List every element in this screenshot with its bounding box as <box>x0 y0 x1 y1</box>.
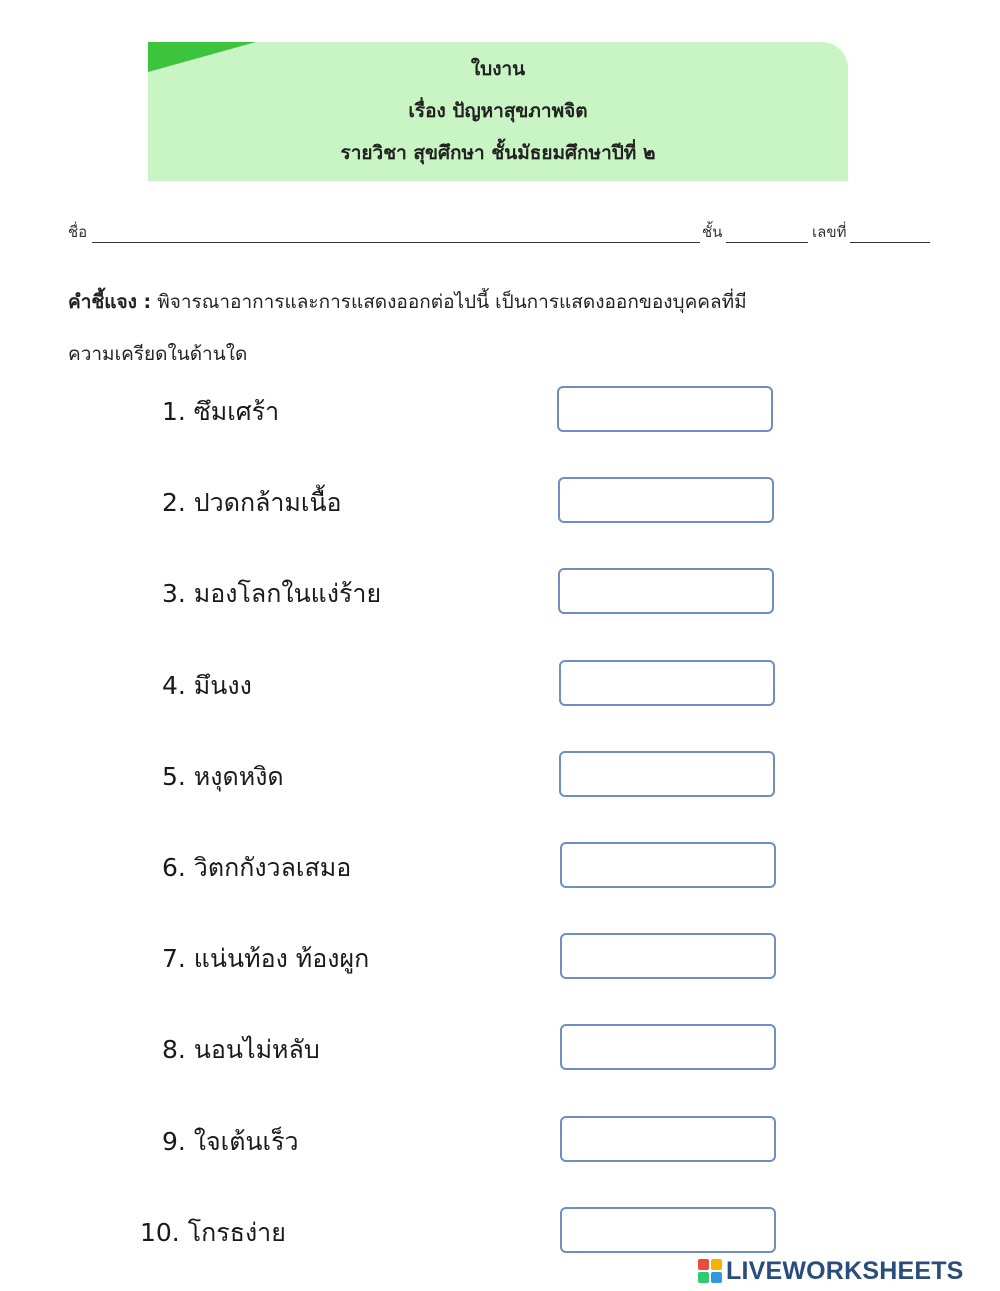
question-label: 1. ซึมเศร้า <box>162 397 280 426</box>
instructions <box>68 276 948 380</box>
worksheet-topic: เรื่อง ปัญหาสุขภาพจิต <box>408 100 588 122</box>
answer-input[interactable] <box>560 1207 776 1253</box>
liveworksheets-logo <box>698 1256 964 1286</box>
instructions-text: พิจารณาอาการและการแสดงออกต่อไปนี้ เป็นการแสดงออกของบุคคลที่มี <box>157 291 747 313</box>
answer-input[interactable] <box>559 660 775 706</box>
question-label: 6. วิตกกังวลเสมอ <box>162 853 352 882</box>
logo-text: LIVEWORKSHEETS <box>726 1256 964 1285</box>
question-label: 5. หงุดหงิด <box>162 762 284 791</box>
question-label: 4. มึนงง <box>162 671 252 700</box>
instructions-label: คำชี้แจง : <box>68 291 152 313</box>
answer-input[interactable] <box>558 568 774 614</box>
question-label: 8. นอนไม่หลับ <box>162 1035 320 1064</box>
answer-input[interactable] <box>560 842 776 888</box>
name-line <box>92 242 700 243</box>
number-line <box>850 242 930 243</box>
number-label: เลขที่ <box>812 223 847 241</box>
answer-input[interactable] <box>557 386 773 432</box>
answer-input[interactable] <box>560 1024 776 1070</box>
answer-input[interactable] <box>560 933 776 979</box>
question-label: 10. โกรธง่าย <box>140 1218 286 1247</box>
worksheet-header <box>148 42 848 181</box>
liveworksheets-logo-icon <box>698 1259 722 1283</box>
answer-input[interactable] <box>560 1116 776 1162</box>
worksheet-title: ใบงาน <box>470 58 526 80</box>
class-line <box>726 242 808 243</box>
name-label: ชื่อ <box>68 223 88 241</box>
question-label: 7. แน่นท้อง ท้องผูก <box>162 944 370 973</box>
answer-input[interactable] <box>559 751 775 797</box>
answer-input[interactable] <box>558 477 774 523</box>
question-label: 9. ใจเต้นเร็ว <box>162 1127 299 1156</box>
worksheet-subject: รายวิชา สุขศึกษา ชั้นมัธยมศึกษาปีที่ ๒ <box>340 142 656 164</box>
class-label: ชั้น <box>702 223 723 241</box>
question-label: 3. มองโลกในแง่ร้าย <box>162 579 382 608</box>
question-label: 2. ปวดกล้ามเนื้อ <box>162 488 342 517</box>
instructions-text-2: ความเครียดในด้านใด <box>68 343 248 365</box>
student-info-row <box>68 218 930 246</box>
